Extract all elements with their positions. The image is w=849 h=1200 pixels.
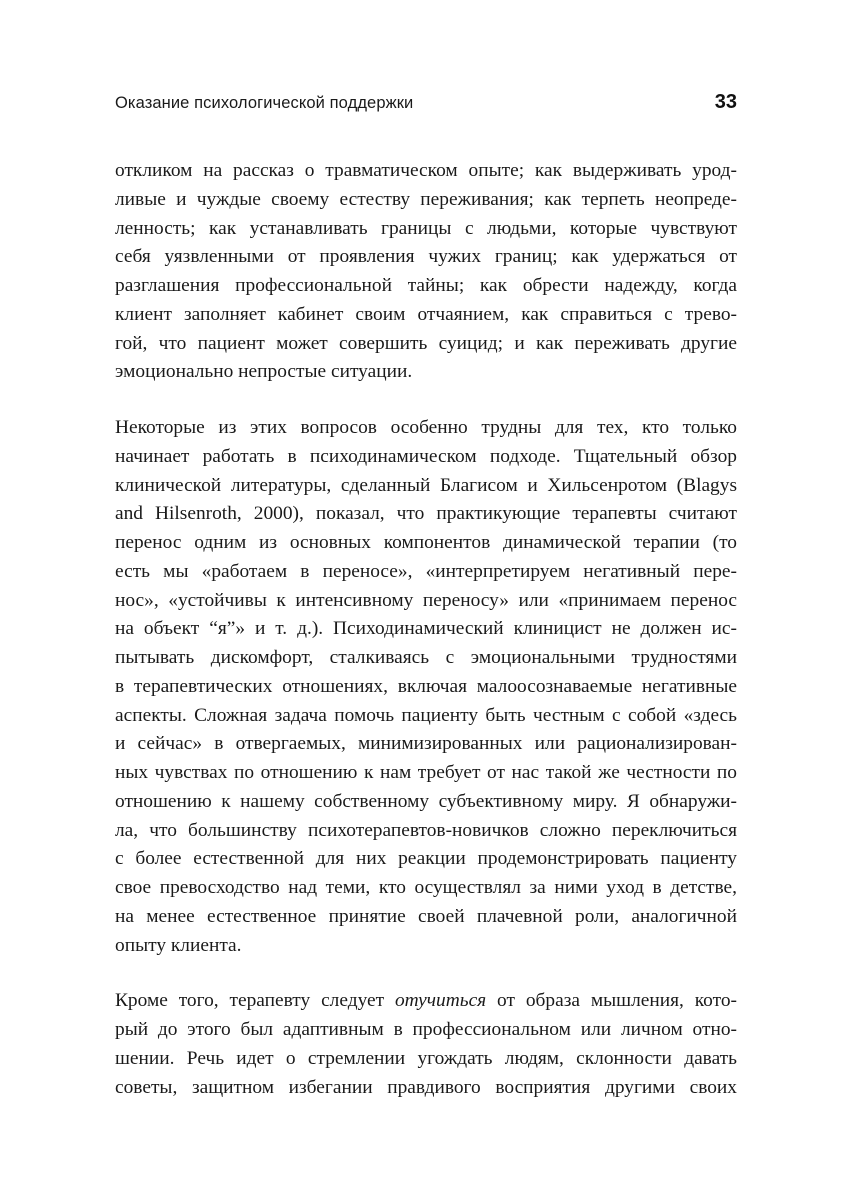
text-line: на менее естественное принятие своей плачевной роли, аналогичной (115, 905, 737, 927)
text-line: гой, что пациент может совершить суицид; и как переживать другие (115, 332, 737, 354)
text-line: клинической литературы, сделанный Благисом и Хильсенротом (Blagys (115, 474, 737, 496)
text-line: Некоторые из этих вопросов особенно трудны для тех, кто только (115, 417, 737, 438)
text-line: и сейчас» в отвергаемых, минимизированных или рационализирован- (115, 733, 737, 755)
text-line: пытывать дискомфорт, сталкиваясь с эмоциональными трудностями (115, 647, 737, 668)
page-number: 33 (714, 91, 737, 113)
text-line: разглашения профессиональной тайны; как обрести надежду, когда (115, 275, 737, 296)
text-line: свое превосходство над теми, кто осуществлял за ними уход в детстве, (115, 877, 737, 898)
text-line: на объект “я”» и т. д.). Психодинамический клиницист не должен ис- (115, 618, 737, 640)
text-line: аспекты. Сложная задача помочь пациенту быть честным с собой «здесь (115, 704, 737, 726)
text-run: от образа мышления, кото- (486, 990, 737, 1012)
text-run: Кроме того, терапевту следует (115, 990, 395, 1012)
text-line: эмоционально непростые ситуации. (115, 361, 413, 383)
text-line: советы, защитном избегании правдивого восприятия другими своих (115, 1076, 737, 1098)
text-line: рый до этого был адаптивным в профессиональном или личном отно- (115, 1019, 737, 1040)
paragraph-1 (115, 157, 737, 387)
text-line: шении. Речь идет о стремлении угождать людям, склонности давать (115, 1047, 737, 1069)
text-line (115, 987, 737, 1016)
paragraph-3 (115, 987, 737, 1102)
text-line: начинает работать в психодинамическом подходе. Тщательный обзор (115, 445, 737, 467)
text-line: опыту клиента. (115, 934, 242, 956)
text-line: ных чувствах по отношению к нам требует от нас такой же честности по (115, 762, 737, 783)
body-text (115, 157, 737, 1129)
text-line: клиент заполняет кабинет своим отчаянием, как справиться с трево- (115, 303, 737, 325)
text-line: ленность; как устанавливать границы с людьми, которые чувствуют (115, 217, 737, 239)
text-line: перенос одним из основных компонентов динамической терапии (то (115, 532, 737, 553)
text-line: есть мы «работаем в переносе», «интерпретируем негативный пере- (115, 560, 737, 582)
text-line: с более естественной для них реакции продемонстрировать пациенту (115, 848, 737, 870)
text-line: ливые и чуждые своему естеству переживания; как терпеть неопреде- (115, 188, 737, 210)
text-line: откликом на рассказ о травматическом опыте; как выдерживать урод- (115, 160, 737, 181)
text-line: нос», «устойчивы к интенсивному переносу» или «принимаем перенос (115, 589, 737, 611)
emphasis-word: отучиться (394, 990, 487, 1012)
text-line: себя уязвленными от проявления чужих границ; как удержаться от (115, 246, 737, 268)
running-head-title: Оказание психологической поддержки (115, 94, 414, 112)
text-line: в терапевтических отношениях, включая малоосознаваемые негативные (115, 675, 737, 697)
text-line: and Hilsenroth, 2000), показал, что практикующие терапевты считают (115, 503, 737, 525)
text-line: отношению к нашему собственному субъективному миру. Я обнаружи- (115, 790, 737, 812)
text-line: ла, что большинству психотерапевтов-новичков сложно переключиться (115, 819, 737, 841)
paragraph-2 (115, 414, 737, 960)
